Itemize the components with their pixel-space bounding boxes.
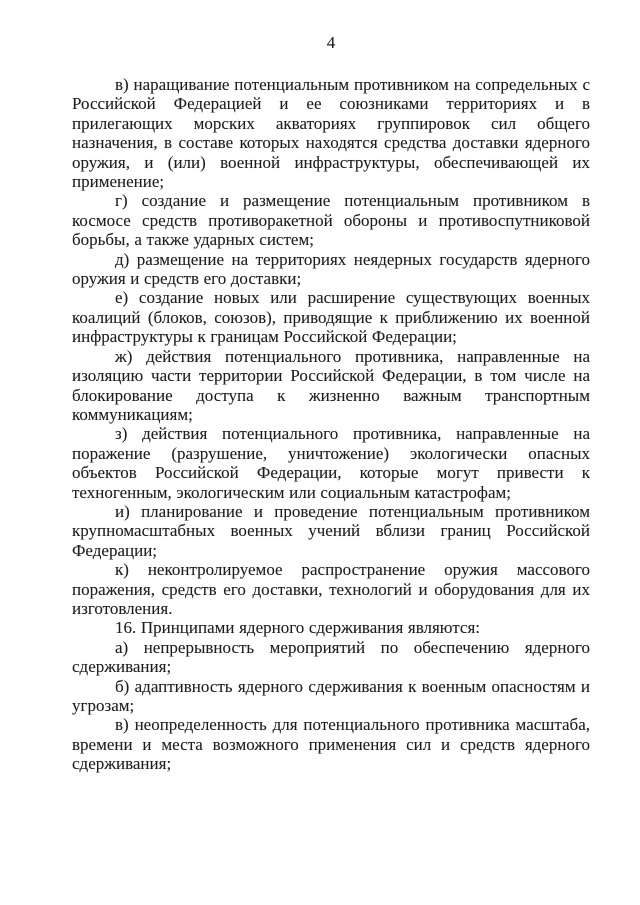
paragraph-v-uncertainty: в) неопределенность для потенциального противника масштаба, времени и места возможного применения сил и средств ядерного сдерживания; [72,715,590,774]
paragraph-e-military-coalitions: е) создание новых или расширение существующих военных коалиций (блоков, союзов), приводящие к приближению их военной инфраструктуры к границам Российской Федерации; [72,288,590,347]
page-number: 4 [326,33,336,52]
paragraph-d-nuclear-deployment: д) размещение на территориях неядерных государств ядерного оружия и средств его доставки; [72,249,590,289]
paragraph-v-force-buildup: в) наращивание потенциальным противником на сопредельных с Российской Федерацией и ее союзниками территориях и в прилегающих морских акваториях группировок сил общего назначения, в составе которых находятся средства доставки ядерного оружия, и (или) военной инфраструктуры, обеспечивающей их применение; [72,75,590,192]
paragraph-k-wmd-proliferation: к) неконтролируемое распространение оружия массового поражения, средств его доставки, технологий и оборудования для их изготовления. [72,560,590,618]
paragraph-16-deterrence-principles: 16. Принципами ядерного сдерживания являются: [115,618,481,638]
paragraph-i-military-exercises: и) планирование и проведение потенциальным противником крупномасштабных военных учений вблизи границ Российской Федерации; [72,501,590,560]
paragraph-zh-territory-isolation: ж) действия потенциального противника, направленные на изоляцию части территории Российской Федерации, в том числе на блокирование доступа к жизненно важным транспортным коммуникациям; [72,346,590,424]
paragraph-g-space-weapons: г) создание и размещение потенциальным противником в космосе средств противоракетной обороны и противоспутниковой борьбы, а также ударных систем; [72,191,590,250]
paragraph-z-ecological-objects: з) действия потенциального противника, направленные на поражение (разрушение, уничтожение) экологически опасных объектов Российской Федерации, которые могут привести к техногенным, экологическим или социальным катастрофам; [72,424,590,502]
document-body [72,75,590,774]
paragraph-a-continuity: а) непрерывность мероприятий по обеспечению ядерного сдерживания; [72,637,590,677]
paragraph-b-adaptivity: б) адаптивность ядерного сдерживания к военным опасностям и угрозам; [72,676,590,715]
